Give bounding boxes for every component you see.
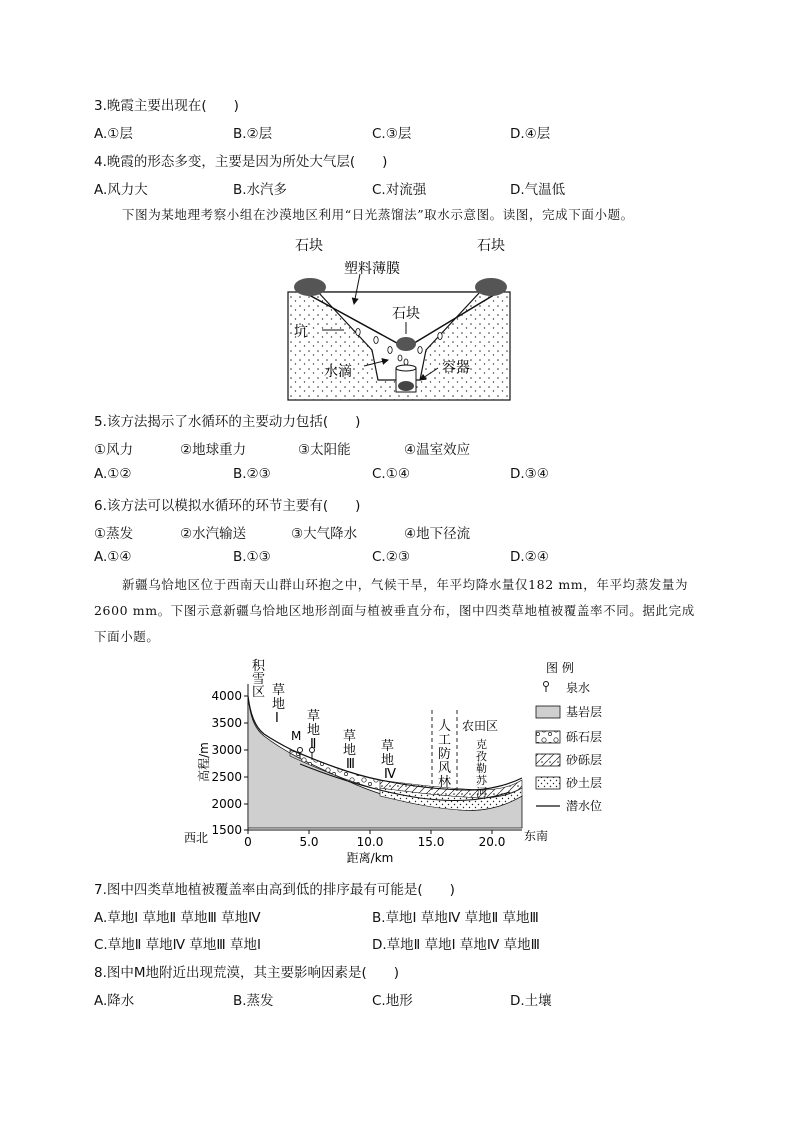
stone-left xyxy=(294,278,326,296)
ytick-2000: 2000 xyxy=(211,797,242,811)
q5-option-b[interactable]: B.②③ xyxy=(233,466,271,482)
legend-label-water-table: 潜水位 xyxy=(566,799,603,813)
river-char-1: 克 xyxy=(476,738,487,751)
xtick-5: 5.0 xyxy=(299,835,319,849)
q4-option-a[interactable]: A.风力大 xyxy=(94,182,148,198)
sun-still-diagram xyxy=(280,232,520,404)
label-droplet: 水滴 xyxy=(324,364,352,380)
question-6-stem: 6.该方法可以模拟水循环的环节主要有( ) xyxy=(94,498,361,514)
point-m-label: M xyxy=(291,729,302,743)
q3-option-c[interactable]: C.③层 xyxy=(372,126,412,142)
legend-label-sand-soil: 砂土层 xyxy=(566,776,603,790)
q3-option-b[interactable]: B.②层 xyxy=(233,126,273,142)
q6-choice-1: ①蒸发 xyxy=(94,526,134,542)
g1-label-char-1: 草 xyxy=(272,683,286,698)
q6-choice-4: ④地下径流 xyxy=(404,526,471,542)
g3-label-char-2: 地 xyxy=(343,743,357,758)
terrain-profile-diagram xyxy=(180,656,603,870)
g4-label-char-2: 地 xyxy=(381,753,395,768)
q3-option-a[interactable]: A.①层 xyxy=(94,126,133,142)
x-axis-title: 距离/km xyxy=(346,851,394,865)
windbreak-char-1: 人 xyxy=(438,719,452,734)
ytick-3000: 3000 xyxy=(211,743,242,757)
q5-option-d[interactable]: D.③④ xyxy=(510,466,549,482)
zone-label-grassland-1 xyxy=(272,683,285,726)
windbreak-char-5: 林 xyxy=(438,775,452,790)
q6-choice-3: ③大气降水 xyxy=(291,526,358,542)
legend-label-gravel: 砾石层 xyxy=(566,730,603,744)
river-char-3: 勒 xyxy=(476,762,487,775)
q7-option-d[interactable]: D.草地Ⅱ 草地Ⅰ 草地Ⅳ 草地Ⅲ xyxy=(372,937,540,953)
xtick-0: 0 xyxy=(244,835,252,849)
label-pit: 坑 xyxy=(294,324,308,340)
g3-label-char-1: 草 xyxy=(343,729,357,744)
windbreak-char-3: 防 xyxy=(438,747,452,762)
legend-swatch-sand-gravel xyxy=(536,754,560,766)
ytick-2500: 2500 xyxy=(211,770,242,784)
q5-choice-2: ②地球重力 xyxy=(180,442,247,458)
question-3-stem: 3.晚霞主要出现在( ) xyxy=(94,98,239,114)
direction-southeast: 东南 xyxy=(524,829,549,843)
legend-swatch-bedrock xyxy=(536,706,560,718)
intro-xinjiang-text: 新疆乌恰地区位于西南天山群山环抱之中，气候干旱，年平均降水量仅182 mm，年平均蒸发量为2600 mm。下图示意新疆乌恰地区地形剖面与植被垂直分布，图中四类草地植被覆盖率不同。据此完成下面小题。 xyxy=(94,577,695,644)
intro-sun-still-text: 下图为某地理考察小组在沙漠地区利用“日光蒸馏法”取水示意图。读图，完成下面小题。 xyxy=(122,207,634,222)
zone-label-farmland: 农田区 xyxy=(462,719,499,733)
q5-option-a[interactable]: A.①② xyxy=(94,466,132,482)
ytick-3500: 3500 xyxy=(211,716,242,730)
q8-option-c[interactable]: C.地形 xyxy=(372,993,413,1009)
windbreak-char-2: 工 xyxy=(438,733,452,748)
legend-label-spring: 泉水 xyxy=(566,681,591,695)
legend-swatch-gravel xyxy=(536,731,560,743)
g1-label-char-3: Ⅰ xyxy=(275,711,279,726)
q6-choice-2: ②水汽输送 xyxy=(180,526,247,542)
q7-option-b[interactable]: B.草地Ⅰ 草地Ⅳ 草地Ⅱ 草地Ⅲ xyxy=(372,910,539,926)
q4-option-d[interactable]: D.气温低 xyxy=(510,182,566,198)
q5-choice-3: ③太阳能 xyxy=(298,442,351,458)
ytick-4000: 4000 xyxy=(211,689,242,703)
label-container: 容器 xyxy=(442,360,470,376)
windbreak-char-4: 风 xyxy=(438,761,452,776)
g4-label-char-1: 草 xyxy=(381,739,395,754)
q7-option-c[interactable]: C.草地Ⅱ 草地Ⅳ 草地Ⅲ 草地Ⅰ xyxy=(94,937,261,953)
label-stone-left: 石块 xyxy=(295,238,323,254)
legend-swatch-sand-soil xyxy=(536,777,560,789)
q8-option-d[interactable]: D.土壤 xyxy=(510,993,552,1009)
q7-option-a[interactable]: A.草地Ⅰ 草地Ⅱ 草地Ⅲ 草地Ⅳ xyxy=(94,910,261,926)
zone-label-river xyxy=(476,737,488,799)
label-plastic-film: 塑料薄膜 xyxy=(344,261,400,277)
river-char-4: 苏 xyxy=(476,774,487,787)
q6-option-b[interactable]: B.①③ xyxy=(233,549,271,565)
snow-label-char-3: 区 xyxy=(252,685,266,700)
question-8-stem: 8.图中M地附近出现荒漠，其主要影响因素是( ) xyxy=(94,965,400,981)
q5-option-c[interactable]: C.①④ xyxy=(372,466,410,482)
question-5-stem: 5.该方法揭示了水循环的主要动力包括( ) xyxy=(94,414,361,430)
zone-label-snow xyxy=(252,659,266,700)
intro-sun-still-paragraph xyxy=(94,202,706,228)
zone-label-grassland-3 xyxy=(343,729,356,772)
g2-label-char-2: 地 xyxy=(307,723,321,738)
intro-xinjiang-paragraph xyxy=(94,572,706,650)
q5-choice-1: ①风力 xyxy=(94,442,134,458)
direction-northwest: 西北 xyxy=(184,831,209,845)
container-cup xyxy=(396,365,416,392)
snow-label-char-1: 积 xyxy=(252,659,266,674)
xtick-10: 10.0 xyxy=(356,835,384,849)
x-axis xyxy=(248,830,522,834)
question-7-stem: 7.图中四类草地植被覆盖率由高到低的排序最有可能是( ) xyxy=(94,882,455,898)
river-char-5: 河 xyxy=(476,786,487,799)
ytick-1500: 1500 xyxy=(211,823,242,837)
legend-label-sand-gravel: 砂砾层 xyxy=(566,753,603,767)
y-axis-title: 高程/m xyxy=(197,742,211,782)
g4-label-char-3: Ⅳ xyxy=(384,767,396,782)
g2-label-char-3: Ⅱ xyxy=(310,737,317,752)
g3-label-char-3: Ⅲ xyxy=(346,757,355,772)
label-stone-center: 石块 xyxy=(392,306,420,322)
q6-option-c[interactable]: C.②③ xyxy=(372,549,410,565)
q3-option-d[interactable]: D.④层 xyxy=(510,126,551,142)
q4-option-c[interactable]: C.对流强 xyxy=(372,182,427,198)
q8-option-b[interactable]: B.蒸发 xyxy=(233,993,274,1009)
q4-option-b[interactable]: B.水汽多 xyxy=(233,182,288,198)
legend-title: 图 例 xyxy=(546,661,574,675)
question-4-stem: 4.晚霞的形态多变，主要是因为所处大气层( ) xyxy=(94,154,388,170)
legend-label-bedrock: 基岩层 xyxy=(566,705,603,719)
q6-option-d[interactable]: D.②④ xyxy=(510,549,549,565)
g1-label-char-2: 地 xyxy=(272,697,286,712)
stone-right xyxy=(475,278,507,296)
xtick-20: 20.0 xyxy=(478,835,506,849)
g2-label-char-1: 草 xyxy=(307,709,321,724)
q8-option-a[interactable]: A.降水 xyxy=(94,993,135,1009)
zone-label-windbreak xyxy=(438,719,451,790)
y-axis xyxy=(244,684,248,830)
zone-label-grassland-4 xyxy=(381,739,396,782)
legend-spring-icon xyxy=(544,682,549,693)
river-char-2: 孜 xyxy=(476,750,487,763)
zone-label-grassland-2 xyxy=(307,709,320,752)
xtick-15: 15.0 xyxy=(417,835,445,849)
label-stone-right: 石块 xyxy=(477,238,505,254)
legend xyxy=(536,660,602,813)
q6-option-a[interactable]: A.①④ xyxy=(94,549,132,565)
snow-label-char-2: 雪 xyxy=(252,672,266,687)
q5-choice-4: ④温室效应 xyxy=(404,442,471,458)
stone-center xyxy=(396,337,416,351)
